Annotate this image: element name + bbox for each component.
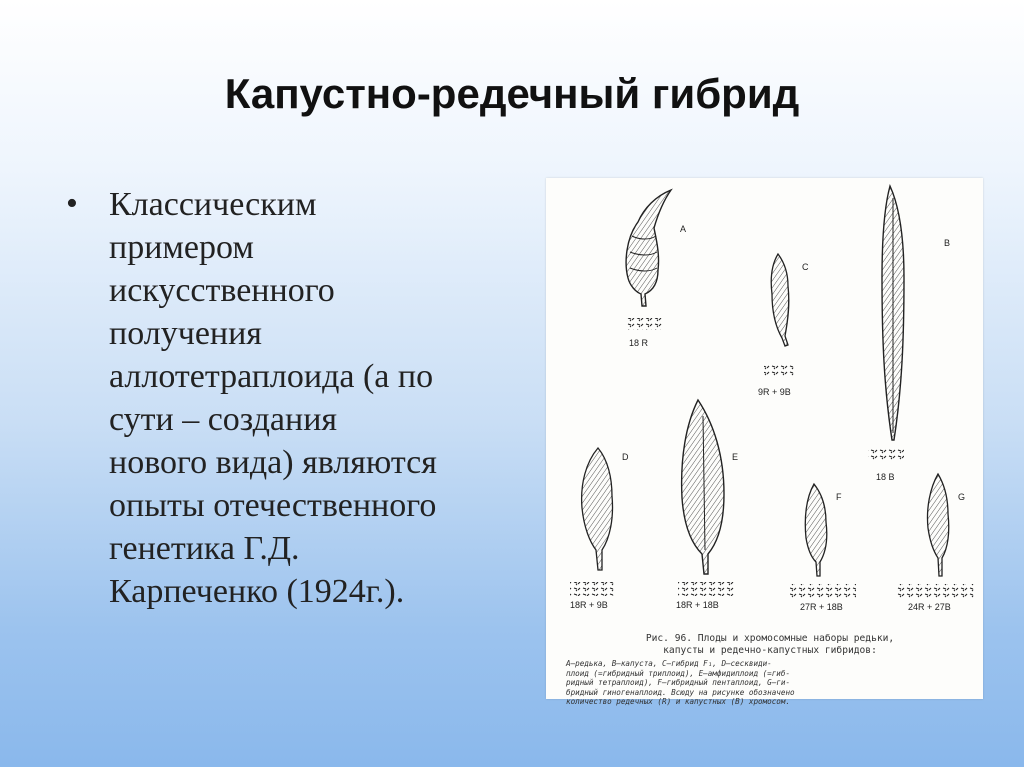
- fruit-a-drawing: [626, 190, 671, 306]
- label-c: C: [802, 262, 809, 272]
- chromosomes-e: [678, 582, 734, 596]
- caption-body-line: плоид (=гибридный триплоид), E—амфидиплоид (=гиб-: [566, 668, 791, 678]
- formula-d: 18R + 9B: [570, 600, 608, 610]
- bullet-line: аллотетраплоида (а по: [109, 358, 434, 395]
- bullet-line: опыты отечественного: [109, 487, 437, 524]
- formula-a: 18 R: [629, 338, 649, 348]
- caption-title-line: капусты и редечно-капустных гибридов:: [663, 645, 877, 656]
- chromosomes-g: [896, 584, 974, 598]
- fruit-illustration: [546, 178, 983, 699]
- caption-title-line: Рис. 96. Плоды и хромосомные наборы редьки,: [645, 633, 895, 644]
- caption-body-line: A—редька, B—капуста, C—гибрид F₁, D—сесквиди-: [566, 659, 772, 668]
- bullet-line: нового вида) являются: [109, 444, 437, 481]
- caption-body-line: бридный гиногенаплоид. Всюду на рисунке обозначено: [566, 687, 795, 697]
- label-e: E: [732, 452, 739, 462]
- formula-g: 24R + 27B: [908, 602, 951, 612]
- label-g: G: [958, 492, 966, 502]
- bullet-line: генетика Г.Д.: [109, 530, 300, 567]
- figure-caption: [566, 633, 974, 707]
- fruit-f-drawing: [805, 484, 826, 576]
- label-d: D: [622, 452, 629, 462]
- chromosomes-a: [626, 318, 662, 330]
- formula-b: 18 B: [876, 472, 895, 482]
- chromosomes-b: [868, 448, 904, 460]
- chromosomes-d: [570, 582, 614, 596]
- chromosomes-c: [764, 364, 794, 376]
- fruit-c-drawing: [771, 254, 789, 346]
- slide-title: Капустно-редечный гибрид: [224, 70, 800, 117]
- caption-body-line: ридный тетраплоид), F—гибридный пентаплоид, G—ги-: [566, 678, 791, 687]
- fruit-e-drawing: [682, 400, 724, 574]
- bullet-line: Классическим: [109, 186, 317, 223]
- formula-c: 9R + 9B: [758, 387, 791, 397]
- chromosomes-f: [790, 584, 856, 598]
- hybrid-figure: [546, 178, 983, 706]
- bullet-line: искусственного: [109, 272, 335, 309]
- fruit-b-drawing: [882, 186, 904, 440]
- label-a: A: [680, 224, 687, 234]
- formula-f: 27R + 18B: [800, 602, 843, 612]
- fruit-g-drawing: [927, 474, 948, 576]
- label-b: B: [944, 238, 951, 248]
- bullet-marker: •: [66, 185, 78, 222]
- bullet-line: сути – создания: [109, 401, 338, 438]
- label-f: F: [836, 492, 842, 502]
- bullet-line: получения: [109, 315, 262, 352]
- formula-e: 18R + 18B: [676, 600, 719, 610]
- fruit-d-drawing: [582, 448, 613, 570]
- caption-body-line: количество редечных (R) и капустных (B) хромосом.: [566, 697, 791, 706]
- bullet-line: Карпеченко (1924г.).: [109, 573, 405, 610]
- bullet-line: примером: [109, 229, 254, 266]
- bullet-text: [109, 183, 509, 613]
